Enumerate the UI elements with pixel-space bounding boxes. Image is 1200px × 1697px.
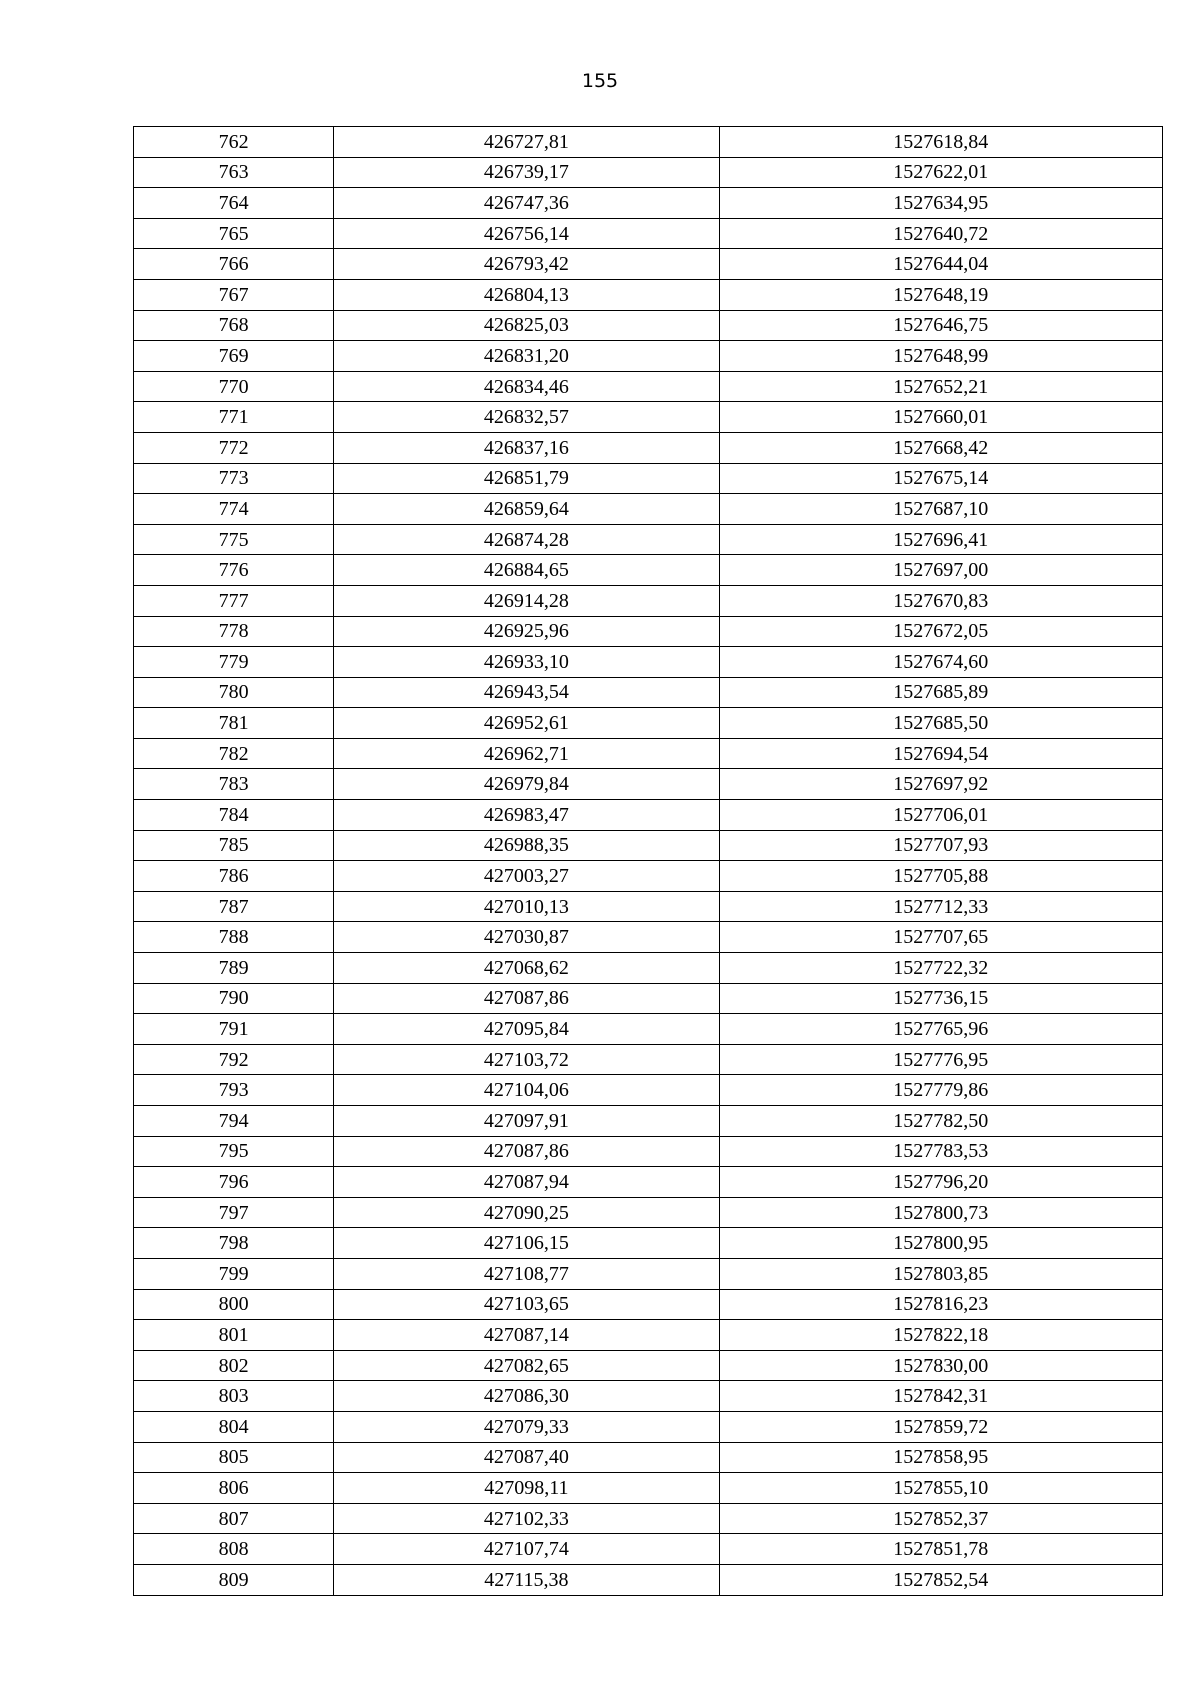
x-coordinate-cell: 427003,27 xyxy=(334,861,719,892)
table-row xyxy=(134,127,1163,158)
point-number-cell: 783 xyxy=(134,769,334,800)
x-coordinate-cell: 427106,15 xyxy=(334,1228,719,1259)
x-coordinate-cell: 427097,91 xyxy=(334,1106,719,1137)
table-row xyxy=(134,371,1163,402)
y-coordinate-cell: 1527622,01 xyxy=(719,157,1162,188)
point-number-cell: 789 xyxy=(134,953,334,984)
y-coordinate-cell: 1527800,73 xyxy=(719,1197,1162,1228)
y-coordinate-cell: 1527858,95 xyxy=(719,1442,1162,1473)
point-number-cell: 777 xyxy=(134,585,334,616)
y-coordinate-cell: 1527644,04 xyxy=(719,249,1162,280)
y-coordinate-cell: 1527648,99 xyxy=(719,341,1162,372)
table-row xyxy=(134,157,1163,188)
table-row xyxy=(134,647,1163,678)
point-number-cell: 778 xyxy=(134,616,334,647)
y-coordinate-cell: 1527648,19 xyxy=(719,279,1162,310)
point-number-cell: 792 xyxy=(134,1044,334,1075)
table-row xyxy=(134,1228,1163,1259)
table-row xyxy=(134,738,1163,769)
point-number-cell: 799 xyxy=(134,1258,334,1289)
y-coordinate-cell: 1527707,93 xyxy=(719,830,1162,861)
table-row xyxy=(134,1411,1163,1442)
point-number-cell: 762 xyxy=(134,127,334,158)
x-coordinate-cell: 426834,46 xyxy=(334,371,719,402)
page-number: 155 xyxy=(581,70,619,92)
x-coordinate-cell: 427103,65 xyxy=(334,1289,719,1320)
y-coordinate-cell: 1527852,37 xyxy=(719,1503,1162,1534)
point-number-cell: 809 xyxy=(134,1564,334,1595)
x-coordinate-cell: 426988,35 xyxy=(334,830,719,861)
coordinates-table-body xyxy=(134,127,1163,1596)
x-coordinate-cell: 426832,57 xyxy=(334,402,719,433)
x-coordinate-cell: 426837,16 xyxy=(334,432,719,463)
table-row xyxy=(134,1075,1163,1106)
point-number-cell: 769 xyxy=(134,341,334,372)
point-number-cell: 800 xyxy=(134,1289,334,1320)
y-coordinate-cell: 1527736,15 xyxy=(719,983,1162,1014)
point-number-cell: 774 xyxy=(134,494,334,525)
point-number-cell: 785 xyxy=(134,830,334,861)
table-row xyxy=(134,1014,1163,1045)
point-number-cell: 776 xyxy=(134,555,334,586)
point-number-cell: 786 xyxy=(134,861,334,892)
point-number-cell: 798 xyxy=(134,1228,334,1259)
x-coordinate-cell: 427104,06 xyxy=(334,1075,719,1106)
point-number-cell: 806 xyxy=(134,1473,334,1504)
x-coordinate-cell: 427098,11 xyxy=(334,1473,719,1504)
table-row xyxy=(134,1258,1163,1289)
y-coordinate-cell: 1527852,54 xyxy=(719,1564,1162,1595)
y-coordinate-cell: 1527674,60 xyxy=(719,647,1162,678)
y-coordinate-cell: 1527782,50 xyxy=(719,1106,1162,1137)
y-coordinate-cell: 1527783,53 xyxy=(719,1136,1162,1167)
point-number-cell: 805 xyxy=(134,1442,334,1473)
x-coordinate-cell: 426874,28 xyxy=(334,524,719,555)
table-row xyxy=(134,1167,1163,1198)
y-coordinate-cell: 1527675,14 xyxy=(719,463,1162,494)
x-coordinate-cell: 427115,38 xyxy=(334,1564,719,1595)
y-coordinate-cell: 1527646,75 xyxy=(719,310,1162,341)
y-coordinate-cell: 1527618,84 xyxy=(719,127,1162,158)
table-row xyxy=(134,1473,1163,1504)
x-coordinate-cell: 426914,28 xyxy=(334,585,719,616)
table-row xyxy=(134,861,1163,892)
y-coordinate-cell: 1527842,31 xyxy=(719,1381,1162,1412)
y-coordinate-cell: 1527859,72 xyxy=(719,1411,1162,1442)
table-row xyxy=(134,494,1163,525)
y-coordinate-cell: 1527776,95 xyxy=(719,1044,1162,1075)
y-coordinate-cell: 1527722,32 xyxy=(719,953,1162,984)
x-coordinate-cell: 427087,86 xyxy=(334,983,719,1014)
y-coordinate-cell: 1527660,01 xyxy=(719,402,1162,433)
x-coordinate-cell: 426859,64 xyxy=(334,494,719,525)
y-coordinate-cell: 1527687,10 xyxy=(719,494,1162,525)
point-number-cell: 781 xyxy=(134,708,334,739)
x-coordinate-cell: 426747,36 xyxy=(334,188,719,219)
x-coordinate-cell: 427087,94 xyxy=(334,1167,719,1198)
y-coordinate-cell: 1527672,05 xyxy=(719,616,1162,647)
x-coordinate-cell: 426962,71 xyxy=(334,738,719,769)
x-coordinate-cell: 426851,79 xyxy=(334,463,719,494)
x-coordinate-cell: 426884,65 xyxy=(334,555,719,586)
x-coordinate-cell: 426925,96 xyxy=(334,616,719,647)
y-coordinate-cell: 1527694,54 xyxy=(719,738,1162,769)
point-number-cell: 807 xyxy=(134,1503,334,1534)
y-coordinate-cell: 1527830,00 xyxy=(719,1350,1162,1381)
table-row xyxy=(134,1503,1163,1534)
point-number-cell: 791 xyxy=(134,1014,334,1045)
x-coordinate-cell: 427030,87 xyxy=(334,922,719,953)
x-coordinate-cell: 427068,62 xyxy=(334,953,719,984)
point-number-cell: 773 xyxy=(134,463,334,494)
table-row xyxy=(134,769,1163,800)
x-coordinate-cell: 427086,30 xyxy=(334,1381,719,1412)
point-number-cell: 775 xyxy=(134,524,334,555)
table-row xyxy=(134,218,1163,249)
table-row xyxy=(134,1564,1163,1595)
point-number-cell: 782 xyxy=(134,738,334,769)
x-coordinate-cell: 427087,14 xyxy=(334,1320,719,1351)
table-row xyxy=(134,1320,1163,1351)
table-row xyxy=(134,463,1163,494)
y-coordinate-cell: 1527634,95 xyxy=(719,188,1162,219)
y-coordinate-cell: 1527670,83 xyxy=(719,585,1162,616)
y-coordinate-cell: 1527668,42 xyxy=(719,432,1162,463)
y-coordinate-cell: 1527685,89 xyxy=(719,677,1162,708)
point-number-cell: 768 xyxy=(134,310,334,341)
coordinates-table xyxy=(133,126,1163,1596)
point-number-cell: 784 xyxy=(134,800,334,831)
point-number-cell: 802 xyxy=(134,1350,334,1381)
table-row xyxy=(134,249,1163,280)
table-row xyxy=(134,188,1163,219)
table-row xyxy=(134,432,1163,463)
table-row xyxy=(134,1442,1163,1473)
y-coordinate-cell: 1527697,92 xyxy=(719,769,1162,800)
table-row xyxy=(134,1289,1163,1320)
table-row xyxy=(134,983,1163,1014)
table-row xyxy=(134,341,1163,372)
point-number-cell: 764 xyxy=(134,188,334,219)
x-coordinate-cell: 426943,54 xyxy=(334,677,719,708)
y-coordinate-cell: 1527705,88 xyxy=(719,861,1162,892)
table-row xyxy=(134,1534,1163,1565)
point-number-cell: 803 xyxy=(134,1381,334,1412)
y-coordinate-cell: 1527640,72 xyxy=(719,218,1162,249)
y-coordinate-cell: 1527685,50 xyxy=(719,708,1162,739)
table-row xyxy=(134,800,1163,831)
table-row xyxy=(134,708,1163,739)
point-number-cell: 794 xyxy=(134,1106,334,1137)
point-number-cell: 787 xyxy=(134,891,334,922)
x-coordinate-cell: 426979,84 xyxy=(334,769,719,800)
table-row xyxy=(134,677,1163,708)
y-coordinate-cell: 1527779,86 xyxy=(719,1075,1162,1106)
point-number-cell: 763 xyxy=(134,157,334,188)
x-coordinate-cell: 426952,61 xyxy=(334,708,719,739)
table-row xyxy=(134,402,1163,433)
table-row xyxy=(134,953,1163,984)
table-row xyxy=(134,555,1163,586)
table-row xyxy=(134,1381,1163,1412)
x-coordinate-cell: 426825,03 xyxy=(334,310,719,341)
x-coordinate-cell: 426756,14 xyxy=(334,218,719,249)
table-row xyxy=(134,1106,1163,1137)
x-coordinate-cell: 427103,72 xyxy=(334,1044,719,1075)
y-coordinate-cell: 1527851,78 xyxy=(719,1534,1162,1565)
point-number-cell: 765 xyxy=(134,218,334,249)
x-coordinate-cell: 427090,25 xyxy=(334,1197,719,1228)
y-coordinate-cell: 1527816,23 xyxy=(719,1289,1162,1320)
table-row xyxy=(134,891,1163,922)
point-number-cell: 790 xyxy=(134,983,334,1014)
y-coordinate-cell: 1527765,96 xyxy=(719,1014,1162,1045)
table-row xyxy=(134,524,1163,555)
y-coordinate-cell: 1527822,18 xyxy=(719,1320,1162,1351)
x-coordinate-cell: 426793,42 xyxy=(334,249,719,280)
x-coordinate-cell: 427087,40 xyxy=(334,1442,719,1473)
table-row xyxy=(134,1350,1163,1381)
point-number-cell: 779 xyxy=(134,647,334,678)
table-row xyxy=(134,830,1163,861)
y-coordinate-cell: 1527803,85 xyxy=(719,1258,1162,1289)
x-coordinate-cell: 426831,20 xyxy=(334,341,719,372)
point-number-cell: 766 xyxy=(134,249,334,280)
table-row xyxy=(134,616,1163,647)
x-coordinate-cell: 426727,81 xyxy=(334,127,719,158)
y-coordinate-cell: 1527652,21 xyxy=(719,371,1162,402)
point-number-cell: 804 xyxy=(134,1411,334,1442)
point-number-cell: 796 xyxy=(134,1167,334,1198)
x-coordinate-cell: 427082,65 xyxy=(334,1350,719,1381)
point-number-cell: 771 xyxy=(134,402,334,433)
x-coordinate-cell: 427087,86 xyxy=(334,1136,719,1167)
point-number-cell: 767 xyxy=(134,279,334,310)
point-number-cell: 788 xyxy=(134,922,334,953)
y-coordinate-cell: 1527697,00 xyxy=(719,555,1162,586)
point-number-cell: 780 xyxy=(134,677,334,708)
y-coordinate-cell: 1527712,33 xyxy=(719,891,1162,922)
y-coordinate-cell: 1527796,20 xyxy=(719,1167,1162,1198)
y-coordinate-cell: 1527800,95 xyxy=(719,1228,1162,1259)
point-number-cell: 801 xyxy=(134,1320,334,1351)
point-number-cell: 797 xyxy=(134,1197,334,1228)
x-coordinate-cell: 426804,13 xyxy=(334,279,719,310)
y-coordinate-cell: 1527706,01 xyxy=(719,800,1162,831)
x-coordinate-cell: 427079,33 xyxy=(334,1411,719,1442)
x-coordinate-cell: 426933,10 xyxy=(334,647,719,678)
x-coordinate-cell: 427107,74 xyxy=(334,1534,719,1565)
y-coordinate-cell: 1527696,41 xyxy=(719,524,1162,555)
x-coordinate-cell: 427095,84 xyxy=(334,1014,719,1045)
point-number-cell: 795 xyxy=(134,1136,334,1167)
table-row xyxy=(134,1197,1163,1228)
point-number-cell: 793 xyxy=(134,1075,334,1106)
table-row xyxy=(134,1044,1163,1075)
point-number-cell: 808 xyxy=(134,1534,334,1565)
x-coordinate-cell: 426739,17 xyxy=(334,157,719,188)
table-row xyxy=(134,310,1163,341)
x-coordinate-cell: 426983,47 xyxy=(334,800,719,831)
point-number-cell: 770 xyxy=(134,371,334,402)
table-row xyxy=(134,279,1163,310)
x-coordinate-cell: 427102,33 xyxy=(334,1503,719,1534)
x-coordinate-cell: 427010,13 xyxy=(334,891,719,922)
y-coordinate-cell: 1527855,10 xyxy=(719,1473,1162,1504)
table-row xyxy=(134,585,1163,616)
point-number-cell: 772 xyxy=(134,432,334,463)
x-coordinate-cell: 427108,77 xyxy=(334,1258,719,1289)
y-coordinate-cell: 1527707,65 xyxy=(719,922,1162,953)
table-row xyxy=(134,922,1163,953)
table-row xyxy=(134,1136,1163,1167)
